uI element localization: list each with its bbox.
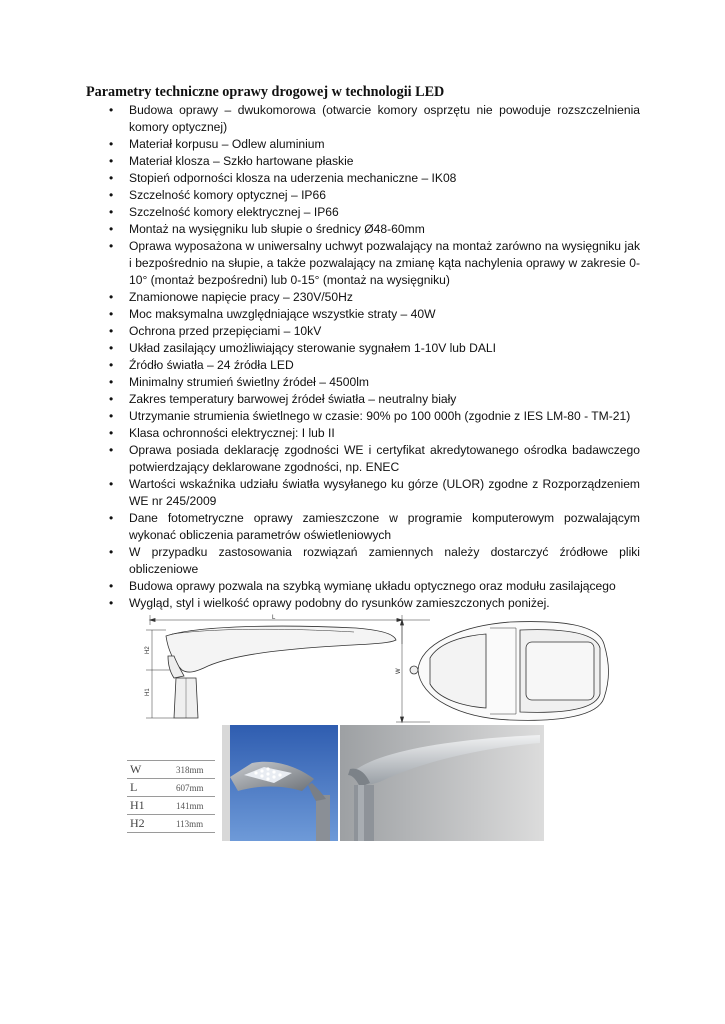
dimensions-table xyxy=(127,760,215,833)
side-view-drawing xyxy=(126,614,416,726)
dimension-key: L xyxy=(127,779,176,797)
bullet-icon: • xyxy=(109,307,114,321)
spec-item xyxy=(107,595,640,612)
spec-item xyxy=(107,170,640,187)
bullet-icon: • xyxy=(109,579,114,593)
height1-label: H1 xyxy=(145,688,151,696)
spec-item xyxy=(107,408,640,425)
spec-text: Zakres temperatury barwowej źródeł światła – neutralny biały xyxy=(129,392,457,406)
bullet-icon: • xyxy=(109,545,114,559)
spec-item xyxy=(107,289,640,306)
bullet-icon: • xyxy=(109,443,114,457)
spec-item xyxy=(107,510,640,544)
dimension-value: 141mm xyxy=(176,797,215,815)
spec-item xyxy=(107,442,640,476)
bullet-icon: • xyxy=(109,103,114,117)
spec-text: Szczelność komory elektrycznej – IP66 xyxy=(129,205,339,219)
bullet-icon: • xyxy=(109,511,114,525)
bullet-icon: • xyxy=(109,324,114,338)
dimension-row xyxy=(127,779,215,797)
spec-text: Wygląd, styl i wielkość oprawy podobny do rysunków zamieszczonych poniżej. xyxy=(129,596,550,610)
spec-text: Materiał korpusu – Odlew aluminium xyxy=(129,137,325,151)
bullet-icon: • xyxy=(109,171,114,185)
spec-text: Znamionowe napięcie pracy – 230V/50Hz xyxy=(129,290,353,304)
dimension-value: 318mm xyxy=(176,761,215,779)
spec-text: Oprawa posiada deklarację zgodności WE i certyfikat akredytowanego ośrodka badawczego potwierdzający deklarowane zgodności, np. ENEC xyxy=(129,443,640,474)
bullet-icon: • xyxy=(109,596,114,610)
spec-item xyxy=(107,544,640,578)
spec-item xyxy=(107,357,640,374)
spec-item xyxy=(107,476,640,510)
spec-item xyxy=(107,187,640,204)
dimension-key: H1 xyxy=(127,797,176,815)
dimension-row xyxy=(127,797,215,815)
bullet-icon: • xyxy=(109,222,114,236)
bullet-icon: • xyxy=(109,375,114,389)
spec-item xyxy=(107,238,640,289)
bullet-icon: • xyxy=(109,239,114,253)
spec-text: Ochrona przed przepięciami – 10kV xyxy=(129,324,322,338)
spec-item xyxy=(107,102,640,136)
bullet-icon: • xyxy=(109,188,114,202)
height2-label: H2 xyxy=(145,646,151,654)
spec-text: Dane fotometryczne oprawy zamieszczone w programie komputerowym pozwalającym wykonać obliczenia parametrów oświetleniowych xyxy=(129,511,640,542)
spec-item xyxy=(107,136,640,153)
product-photo-side xyxy=(340,725,544,841)
dimension-row xyxy=(127,761,215,779)
spec-item xyxy=(107,153,640,170)
bullet-icon: • xyxy=(109,409,114,423)
bullet-icon: • xyxy=(109,341,114,355)
dimension-key: W xyxy=(127,761,176,779)
length-label: L xyxy=(272,615,276,621)
bullet-icon: • xyxy=(109,290,114,304)
spec-item xyxy=(107,323,640,340)
spec-item xyxy=(107,306,640,323)
spec-text: Stopień odporności klosza na uderzenia mechaniczne – IK08 xyxy=(129,171,457,185)
spec-item xyxy=(107,374,640,391)
spec-item xyxy=(107,425,640,442)
spec-text: Budowa oprawy – dwukomorowa (otwarcie komory osprzętu nie powoduje rozszczelnienia komory optycznej) xyxy=(129,103,640,134)
spec-text: Budowa oprawy pozwala na szybką wymianę układu optycznego oraz modułu zasilającego xyxy=(129,579,616,593)
spec-list xyxy=(107,102,640,612)
width-label: W xyxy=(396,668,402,674)
top-view-drawing xyxy=(390,614,620,726)
dimension-key: H2 xyxy=(127,815,176,833)
bullet-icon: • xyxy=(109,137,114,151)
bullet-icon: • xyxy=(109,358,114,372)
spec-text: Wartości wskaźnika udziału światła wysyłanego ku górze (ULOR) zgodne z Rozporządzeniem WE nr 245/2009 xyxy=(129,477,640,508)
bullet-icon: • xyxy=(109,477,114,491)
bullet-icon: • xyxy=(109,392,114,406)
spec-item xyxy=(107,204,640,221)
bullet-icon: • xyxy=(109,154,114,168)
spec-text: Montaż na wysięgniku lub słupie o średnicy Ø48-60mm xyxy=(129,222,425,236)
spec-text: Materiał klosza – Szkło hartowane płaskie xyxy=(129,154,354,168)
spec-text: Klasa ochronności elektrycznej: I lub II xyxy=(129,426,335,440)
spec-item xyxy=(107,221,640,238)
bullet-icon: • xyxy=(109,205,114,219)
document-title: Parametry techniczne oprawy drogowej w technologii LED xyxy=(86,84,445,100)
spec-item xyxy=(107,578,640,595)
dimension-value: 113mm xyxy=(176,815,215,833)
spec-text: Minimalny strumień świetlny źródeł – 4500lm xyxy=(129,375,369,389)
spec-text: W przypadku zastosowania rozwiązań zamiennych należy dostarczyć źródłowe pliki obliczeniowe xyxy=(129,545,640,576)
dimension-row xyxy=(127,815,215,833)
spec-item xyxy=(107,340,640,357)
bullet-icon: • xyxy=(109,426,114,440)
dimension-value: 607mm xyxy=(176,779,215,797)
product-photo-sky xyxy=(222,725,338,841)
spec-text: Układ zasilający umożliwiający sterowanie sygnałem 1-10V lub DALI xyxy=(129,341,497,355)
spec-text: Szczelność komory optycznej – IP66 xyxy=(129,188,326,202)
spec-item xyxy=(107,391,640,408)
spec-text: Moc maksymalna uwzględniające wszystkie straty – 40W xyxy=(129,307,436,321)
spec-text: Utrzymanie strumienia świetlnego w czasie: 90% po 100 000h (zgodnie z IES LM-80 - TM-21) xyxy=(129,409,631,423)
spec-text: Oprawa wyposażona w uniwersalny uchwyt pozwalający na montaż zarówno na wysięgniku jak i bezpośrednio na słupie, a także pozwalający na zmianę kąta nachylenia oprawy w zakresie 0-10° (montaż bezpośredni) lub 0-15° (montaż na wysięgniku) xyxy=(129,239,640,287)
spec-text: Źródło światła – 24 źródła LED xyxy=(129,358,294,372)
